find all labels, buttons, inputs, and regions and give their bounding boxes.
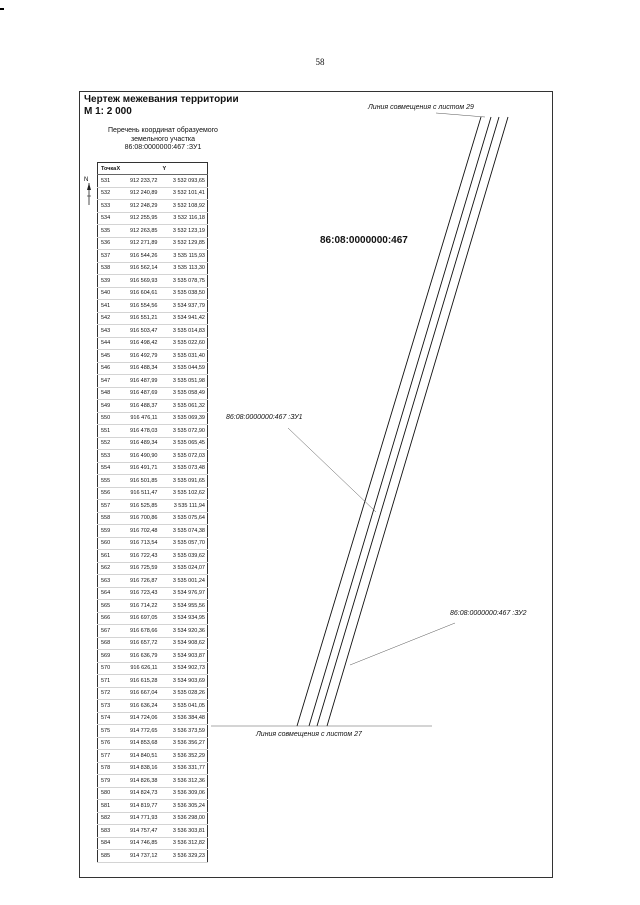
y-value-cell: 3 535 072,90 xyxy=(160,425,208,438)
y-value-cell: 3 532 116,18 xyxy=(160,212,208,225)
point-number-cell: 582 xyxy=(98,812,114,825)
x-value-cell: 916 544,26 xyxy=(114,250,160,263)
y-value-cell: 3 535 065,45 xyxy=(160,437,208,450)
x-value-cell: 916 722,43 xyxy=(114,550,160,563)
y-value-cell: 3 532 108,92 xyxy=(160,200,208,213)
x-value-cell: 916 525,85 xyxy=(114,500,160,513)
x-value-cell: 916 723,43 xyxy=(114,587,160,600)
y-value-cell: 3 535 041,05 xyxy=(160,700,208,713)
parcel-zu2-label: 86:08:0000000:467 :ЗУ2 xyxy=(450,610,527,617)
column-header-y: Y xyxy=(160,163,208,175)
x-value-cell: 914 772,65 xyxy=(114,725,160,738)
y-value-cell: 3 535 058,49 xyxy=(160,387,208,400)
page-number: 58 xyxy=(315,57,325,67)
point-number-cell: 542 xyxy=(98,312,114,325)
y-value-cell: 3 536 312,36 xyxy=(160,775,208,788)
y-value-cell: 3 534 902,73 xyxy=(160,662,208,675)
point-number-cell: 536 xyxy=(98,237,114,250)
y-value-cell: 3 535 022,60 xyxy=(160,337,208,350)
x-value-cell: 916 702,48 xyxy=(114,525,160,538)
point-number-cell: 563 xyxy=(98,575,114,588)
x-value-cell: 916 476,11 xyxy=(114,412,160,425)
x-value-cell: 916 503,47 xyxy=(114,325,160,338)
x-value-cell: 916 636,24 xyxy=(114,700,160,713)
y-value-cell: 3 536 312,82 xyxy=(160,837,208,850)
x-value-cell: 916 657,72 xyxy=(114,637,160,650)
y-value-cell: 3 535 031,40 xyxy=(160,350,208,363)
x-value-cell: 914 757,47 xyxy=(114,825,160,838)
x-value-cell: 916 725,59 xyxy=(114,562,160,575)
y-value-cell: 3 536 298,00 xyxy=(160,812,208,825)
caption-line-1: Перечень координат образуемого xyxy=(108,127,218,134)
y-value-cell: 3 535 061,32 xyxy=(160,400,208,413)
y-value-cell: 3 534 903,87 xyxy=(160,650,208,663)
point-number-cell: 531 xyxy=(98,175,114,188)
match-line-top-label: Линия совмещения с листом 29 xyxy=(368,104,474,111)
y-value-cell: 3 535 113,30 xyxy=(160,262,208,275)
point-number-cell: 567 xyxy=(98,625,114,638)
match-line-bottom-label: Линия совмещения с листом 27 xyxy=(256,731,362,738)
title-line-1: Чертеж межевания территории xyxy=(84,94,239,105)
y-value-cell: 3 535 038,50 xyxy=(160,287,208,300)
x-value-cell: 914 724,06 xyxy=(114,712,160,725)
y-value-cell: 3 534 908,62 xyxy=(160,637,208,650)
x-value-cell: 914 826,38 xyxy=(114,775,160,788)
y-value-cell: 3 535 044,59 xyxy=(160,362,208,375)
y-value-cell: 3 534 903,69 xyxy=(160,675,208,688)
point-number-cell: 549 xyxy=(98,400,114,413)
point-number-cell: 550 xyxy=(98,412,114,425)
point-number-cell: 541 xyxy=(98,300,114,313)
x-value-cell: 916 697,05 xyxy=(114,612,160,625)
x-value-cell: 916 488,34 xyxy=(114,362,160,375)
column-header-point: Точка xyxy=(98,163,114,175)
y-value-cell: 3 536 352,29 xyxy=(160,750,208,763)
x-value-cell: 914 771,93 xyxy=(114,812,160,825)
leader-line-zu1 xyxy=(288,428,376,512)
boundary-line xyxy=(327,117,508,726)
point-number-cell: 532 xyxy=(98,187,114,200)
point-number-cell: 575 xyxy=(98,725,114,738)
y-value-cell: 3 535 001,24 xyxy=(160,575,208,588)
x-value-cell: 912 263,85 xyxy=(114,225,160,238)
boundary-line xyxy=(297,117,481,726)
y-value-cell: 3 536 305,24 xyxy=(160,800,208,813)
y-value-cell: 3 535 069,39 xyxy=(160,412,208,425)
y-value-cell: 3 534 934,95 xyxy=(160,612,208,625)
x-value-cell: 914 824,73 xyxy=(114,787,160,800)
point-number-cell: 543 xyxy=(98,325,114,338)
x-value-cell: 914 746,85 xyxy=(114,837,160,850)
point-number-cell: 539 xyxy=(98,275,114,288)
point-number-cell: 573 xyxy=(98,700,114,713)
point-number-cell: 545 xyxy=(98,350,114,363)
point-number-cell: 585 xyxy=(98,850,114,863)
x-value-cell: 914 819,77 xyxy=(114,800,160,813)
y-value-cell: 3 534 941,42 xyxy=(160,312,208,325)
x-value-cell: 916 551,21 xyxy=(114,312,160,325)
point-number-cell: 535 xyxy=(98,225,114,238)
y-value-cell: 3 532 129,85 xyxy=(160,237,208,250)
point-number-cell: 579 xyxy=(98,775,114,788)
y-value-cell: 3 535 072,03 xyxy=(160,450,208,463)
y-value-cell: 3 535 024,07 xyxy=(160,562,208,575)
point-number-cell: 571 xyxy=(98,675,114,688)
point-number-cell: 537 xyxy=(98,250,114,263)
y-value-cell: 3 535 051,98 xyxy=(160,375,208,388)
point-number-cell: 547 xyxy=(98,375,114,388)
y-value-cell: 3 535 075,64 xyxy=(160,512,208,525)
y-value-cell: 3 535 102,62 xyxy=(160,487,208,500)
point-number-cell: 572 xyxy=(98,687,114,700)
point-number-cell: 552 xyxy=(98,437,114,450)
x-value-cell: 916 511,47 xyxy=(114,487,160,500)
x-value-cell: 916 554,56 xyxy=(114,300,160,313)
point-number-cell: 557 xyxy=(98,500,114,513)
x-value-cell: 916 492,79 xyxy=(114,350,160,363)
leader-line-zu2 xyxy=(350,623,455,665)
y-value-cell: 3 534 955,56 xyxy=(160,600,208,613)
x-value-cell: 916 490,90 xyxy=(114,450,160,463)
x-value-cell: 916 562,14 xyxy=(114,262,160,275)
scale-label: М 1: 2 000 xyxy=(84,106,132,117)
point-number-cell: 554 xyxy=(98,462,114,475)
x-value-cell: 912 255,95 xyxy=(114,212,160,225)
x-value-cell: 916 714,22 xyxy=(114,600,160,613)
column-header-x: X xyxy=(114,163,160,175)
point-number-cell: 577 xyxy=(98,750,114,763)
point-number-cell: 534 xyxy=(98,212,114,225)
point-number-cell: 576 xyxy=(98,737,114,750)
y-value-cell: 3 532 093,65 xyxy=(160,175,208,188)
y-value-cell: 3 536 384,48 xyxy=(160,712,208,725)
point-number-cell: 533 xyxy=(98,200,114,213)
point-number-cell: 559 xyxy=(98,525,114,538)
y-value-cell: 3 536 373,59 xyxy=(160,725,208,738)
x-value-cell: 916 491,71 xyxy=(114,462,160,475)
point-number-cell: 564 xyxy=(98,587,114,600)
y-value-cell: 3 534 937,79 xyxy=(160,300,208,313)
point-number-cell: 570 xyxy=(98,662,114,675)
x-value-cell: 916 489,34 xyxy=(114,437,160,450)
point-number-cell: 544 xyxy=(98,337,114,350)
y-value-cell: 3 535 091,65 xyxy=(160,475,208,488)
x-value-cell: 912 233,72 xyxy=(114,175,160,188)
y-value-cell: 3 535 039,62 xyxy=(160,550,208,563)
point-number-cell: 574 xyxy=(98,712,114,725)
x-value-cell: 916 678,66 xyxy=(114,625,160,638)
point-number-cell: 538 xyxy=(98,262,114,275)
x-value-cell: 914 853,68 xyxy=(114,737,160,750)
y-value-cell: 3 535 074,38 xyxy=(160,525,208,538)
x-value-cell: 916 604,61 xyxy=(114,287,160,300)
x-value-cell: 916 488,37 xyxy=(114,400,160,413)
x-value-cell: 916 487,69 xyxy=(114,387,160,400)
y-value-cell: 3 534 976,97 xyxy=(160,587,208,600)
point-number-cell: 548 xyxy=(98,387,114,400)
point-number-cell: 558 xyxy=(98,512,114,525)
y-value-cell: 3 535 028,26 xyxy=(160,687,208,700)
y-value-cell: 3 535 078,75 xyxy=(160,275,208,288)
caption-line-3: 86:08:0000000:467 :ЗУ1 xyxy=(124,144,202,151)
point-number-cell: 569 xyxy=(98,650,114,663)
x-value-cell: 916 487,99 xyxy=(114,375,160,388)
x-value-cell: 916 615,28 xyxy=(114,675,160,688)
y-value-cell: 3 536 331,77 xyxy=(160,762,208,775)
x-value-cell: 916 478,03 xyxy=(114,425,160,438)
x-value-cell: 916 501,85 xyxy=(114,475,160,488)
y-value-cell: 3 534 920,36 xyxy=(160,625,208,638)
y-value-cell: 3 535 014,83 xyxy=(160,325,208,338)
point-number-cell: 562 xyxy=(98,562,114,575)
x-value-cell: 914 737,12 xyxy=(114,850,160,863)
point-number-cell: 560 xyxy=(98,537,114,550)
caption-line-2: земельного участка xyxy=(130,135,196,143)
y-value-cell: 3 535 057,70 xyxy=(160,537,208,550)
parcel-zu1-label: 86:08:0000000:467 :ЗУ1 xyxy=(226,414,303,421)
x-value-cell: 912 271,89 xyxy=(114,237,160,250)
point-number-cell: 555 xyxy=(98,475,114,488)
x-value-cell: 914 840,51 xyxy=(114,750,160,763)
y-value-cell: 3 532 101,41 xyxy=(160,187,208,200)
x-value-cell: 916 700,86 xyxy=(114,512,160,525)
x-value-cell: 916 713,54 xyxy=(114,537,160,550)
point-number-cell: 540 xyxy=(98,287,114,300)
y-value-cell: 3 532 123,19 xyxy=(160,225,208,238)
point-number-cell: 565 xyxy=(98,600,114,613)
y-value-cell: 3 536 303,81 xyxy=(160,825,208,838)
x-value-cell: 916 636,79 xyxy=(114,650,160,663)
boundary-line xyxy=(317,117,499,726)
parcel-main-label: 86:08:0000000:467 xyxy=(320,235,408,246)
point-number-cell: 583 xyxy=(98,825,114,838)
point-number-cell: 553 xyxy=(98,450,114,463)
point-number-cell: 580 xyxy=(98,787,114,800)
boundary-line xyxy=(309,117,491,726)
x-value-cell: 916 569,93 xyxy=(114,275,160,288)
point-number-cell: 566 xyxy=(98,612,114,625)
x-value-cell: 916 667,04 xyxy=(114,687,160,700)
x-value-cell: 912 240,89 xyxy=(114,187,160,200)
point-number-cell: 551 xyxy=(98,425,114,438)
point-number-cell: 568 xyxy=(98,637,114,650)
x-value-cell: 912 248,29 xyxy=(114,200,160,213)
point-number-cell: 556 xyxy=(98,487,114,500)
y-value-cell: 3 535 073,48 xyxy=(160,462,208,475)
north-label: N xyxy=(84,177,89,183)
y-value-cell: 3 536 356,27 xyxy=(160,737,208,750)
y-value-cell: 3 535 111,94 xyxy=(160,500,208,513)
leader-line-top xyxy=(436,113,485,117)
point-number-cell: 546 xyxy=(98,362,114,375)
x-value-cell: 916 626,11 xyxy=(114,662,160,675)
x-value-cell: 916 498,42 xyxy=(114,337,160,350)
y-value-cell: 3 536 309,06 xyxy=(160,787,208,800)
point-number-cell: 584 xyxy=(98,837,114,850)
point-number-cell: 578 xyxy=(98,762,114,775)
x-value-cell: 914 838,16 xyxy=(114,762,160,775)
x-value-cell: 916 726,87 xyxy=(114,575,160,588)
y-value-cell: 3 535 115,93 xyxy=(160,250,208,263)
y-value-cell: 3 536 329,23 xyxy=(160,850,208,863)
point-number-cell: 561 xyxy=(98,550,114,563)
point-number-cell: 581 xyxy=(98,800,114,813)
